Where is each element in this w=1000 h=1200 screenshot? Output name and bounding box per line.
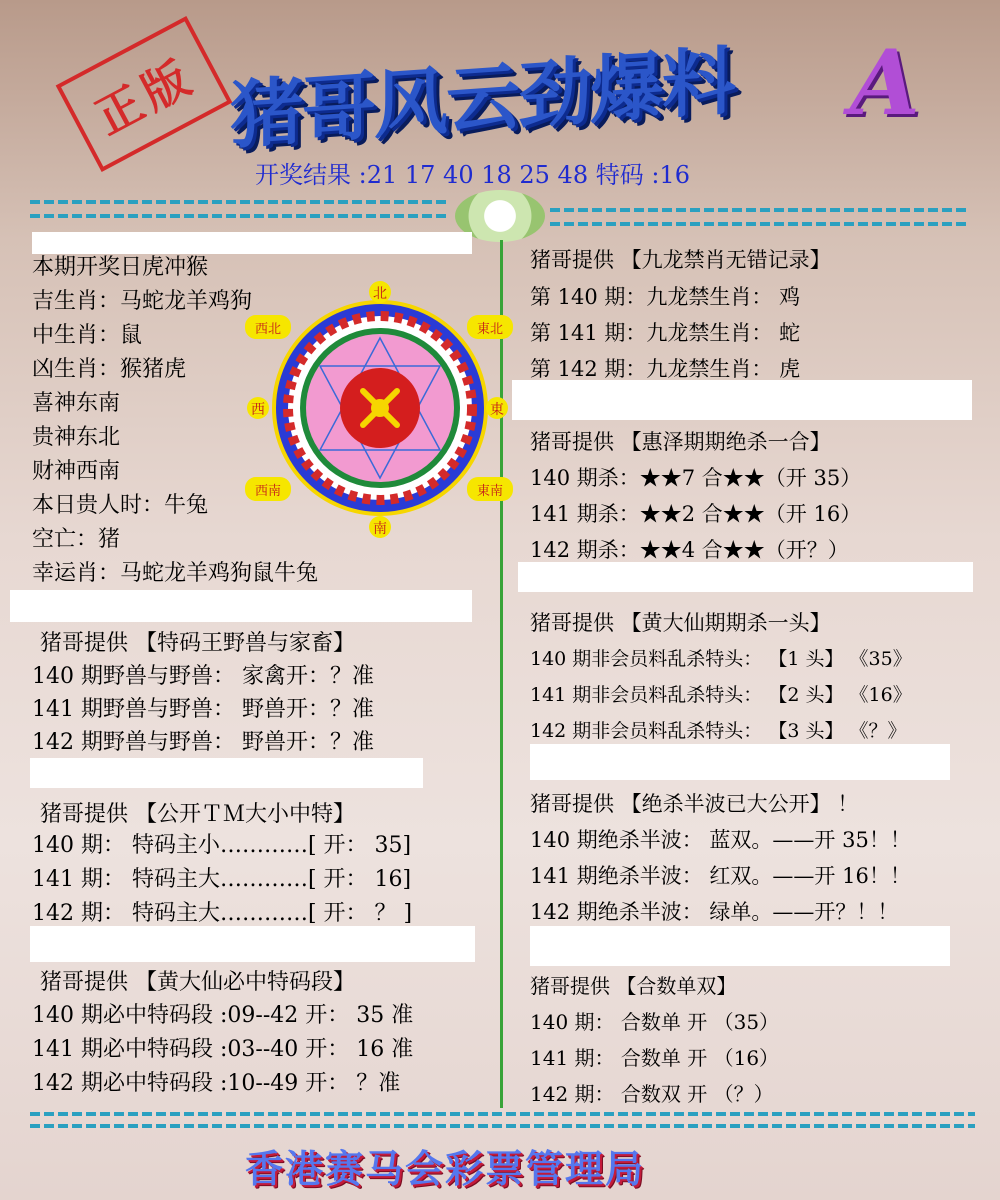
section-header: 猪哥提供 【九龙禁肖无错记录】 <box>530 248 831 272</box>
mask-box <box>30 758 423 788</box>
mask-box <box>518 562 973 592</box>
section-row: 140 期野兽与野兽： 家禽开：？准 <box>32 664 374 689</box>
section-row: 141 期： 合数单 开 （16） <box>530 1046 780 1070</box>
section-row: 141 期非会员料乱杀特头： 【2 头】 《16》 <box>530 684 912 706</box>
dir-northwest: 西北 <box>254 322 282 337</box>
wave-divider-right-2 <box>550 222 970 226</box>
section-header: 猪哥提供 【绝杀半波已大公开】 ！ <box>530 792 859 816</box>
logo-letter: A <box>850 30 920 136</box>
section-row: 141 期杀：★★2 合★★（开 16） <box>530 502 862 526</box>
zodiac-wheel <box>245 280 515 545</box>
bottom-divider-2 <box>30 1124 975 1128</box>
mask-box <box>530 744 950 780</box>
section-row: 141 期绝杀半波： 红双。——开 16！！ <box>530 864 911 888</box>
mask-box <box>512 380 972 420</box>
section-row: 140 期绝杀半波： 蓝双。——开 35！！ <box>530 828 911 852</box>
wave-divider-right <box>550 208 970 212</box>
section-header: 猪哥提供 【黄大仙必中特码段】 <box>40 970 355 995</box>
section-row: 141 期： 特码主大…………[ 开： 16] <box>32 867 412 892</box>
dir-south: 南 <box>373 521 387 537</box>
mask-box <box>30 926 475 962</box>
section-row: 140 期： 合数单 开 （35） <box>530 1010 780 1034</box>
section-header: 猪哥提供 【合数单双】 <box>530 974 737 998</box>
info-line: 贵神东北 <box>32 425 121 450</box>
authentic-stamp <box>56 16 233 172</box>
section-row: 142 期必中特码段 :10--49 开： ？准 <box>32 1071 401 1096</box>
section-row: 142 期野兽与野兽： 野兽开：？准 <box>32 730 374 755</box>
dir-east: 東 <box>490 402 504 418</box>
wave-divider-left-2 <box>30 214 450 218</box>
wheel-hub <box>371 399 389 417</box>
section-row: 140 期杀：★★7 合★★（开 35） <box>530 466 862 490</box>
section-row: 140 期必中特码段 :09--42 开： 35 准 <box>32 1003 414 1028</box>
section-row: 142 期： 合数双 开 （？） <box>530 1082 774 1106</box>
section-row: 141 期必中特码段 :03--40 开： 16 准 <box>32 1037 414 1062</box>
dir-southwest: 西南 <box>254 484 282 499</box>
section-row: 142 期： 特码主大…………[ 开： ？ ] <box>32 901 413 926</box>
info-line: 本期开奖日虎冲猴 <box>32 255 209 280</box>
section-row: 140 期： 特码主小…………[ 开： 35] <box>32 833 412 858</box>
wave-divider-left <box>30 200 450 204</box>
stamp-text: 正版 <box>86 48 204 145</box>
section-header: 猪哥提供 【惠泽期期绝杀一合】 <box>530 430 831 454</box>
section-header: 猪哥提供 【特码王野兽与家畜】 <box>40 631 355 656</box>
mask-box <box>10 590 472 622</box>
section-row: 第 142 期：九龙禁生肖： 虎 <box>530 357 801 381</box>
info-line: 吉生肖：马蛇龙羊鸡狗 <box>32 289 253 314</box>
mask-box <box>530 926 950 966</box>
draw-results: 开奖结果 :21 17 40 18 25 48 特码 :16 <box>255 161 690 189</box>
info-line: 财神西南 <box>32 459 121 484</box>
info-line: 喜神东南 <box>32 391 121 416</box>
info-line: 中生肖：鼠 <box>32 323 143 348</box>
info-line: 幸运肖：马蛇龙羊鸡狗鼠牛兔 <box>32 561 319 586</box>
info-line: 空亡：猪 <box>32 527 121 552</box>
dir-north: 北 <box>373 286 387 302</box>
section-header: 猪哥提供 【黄大仙期期杀一头】 <box>530 611 831 635</box>
info-line: 凶生肖：猴猪虎 <box>32 357 187 382</box>
footer-title: 香港赛马会彩票管理局 <box>245 1147 646 1191</box>
info-line: 本日贵人时：牛兔 <box>32 493 209 518</box>
dir-west: 西 <box>251 402 265 418</box>
dir-northeast: 東北 <box>476 322 504 337</box>
section-row: 141 期野兽与野兽： 野兽开：？准 <box>32 697 374 722</box>
section-row: 第 140 期：九龙禁生肖： 鸡 <box>530 285 801 309</box>
section-row: 142 期非会员料乱杀特头： 【3 头】 《？》 <box>530 720 907 742</box>
section-row: 142 期杀：★★4 合★★（开？） <box>530 538 849 562</box>
section-row: 140 期非会员料乱杀特头： 【1 头】 《35》 <box>530 648 912 670</box>
section-row: 第 141 期：九龙禁生肖： 蛇 <box>530 321 801 345</box>
page-title: 猪哥风云劲爆料 <box>230 38 734 160</box>
section-header: 猪哥提供 【公开ＴＭ大小中特】 <box>40 802 355 827</box>
bottom-divider <box>30 1112 975 1116</box>
section-row: 142 期绝杀半波： 绿单。——开？！！ <box>530 900 899 924</box>
dir-southeast: 東南 <box>476 484 504 499</box>
